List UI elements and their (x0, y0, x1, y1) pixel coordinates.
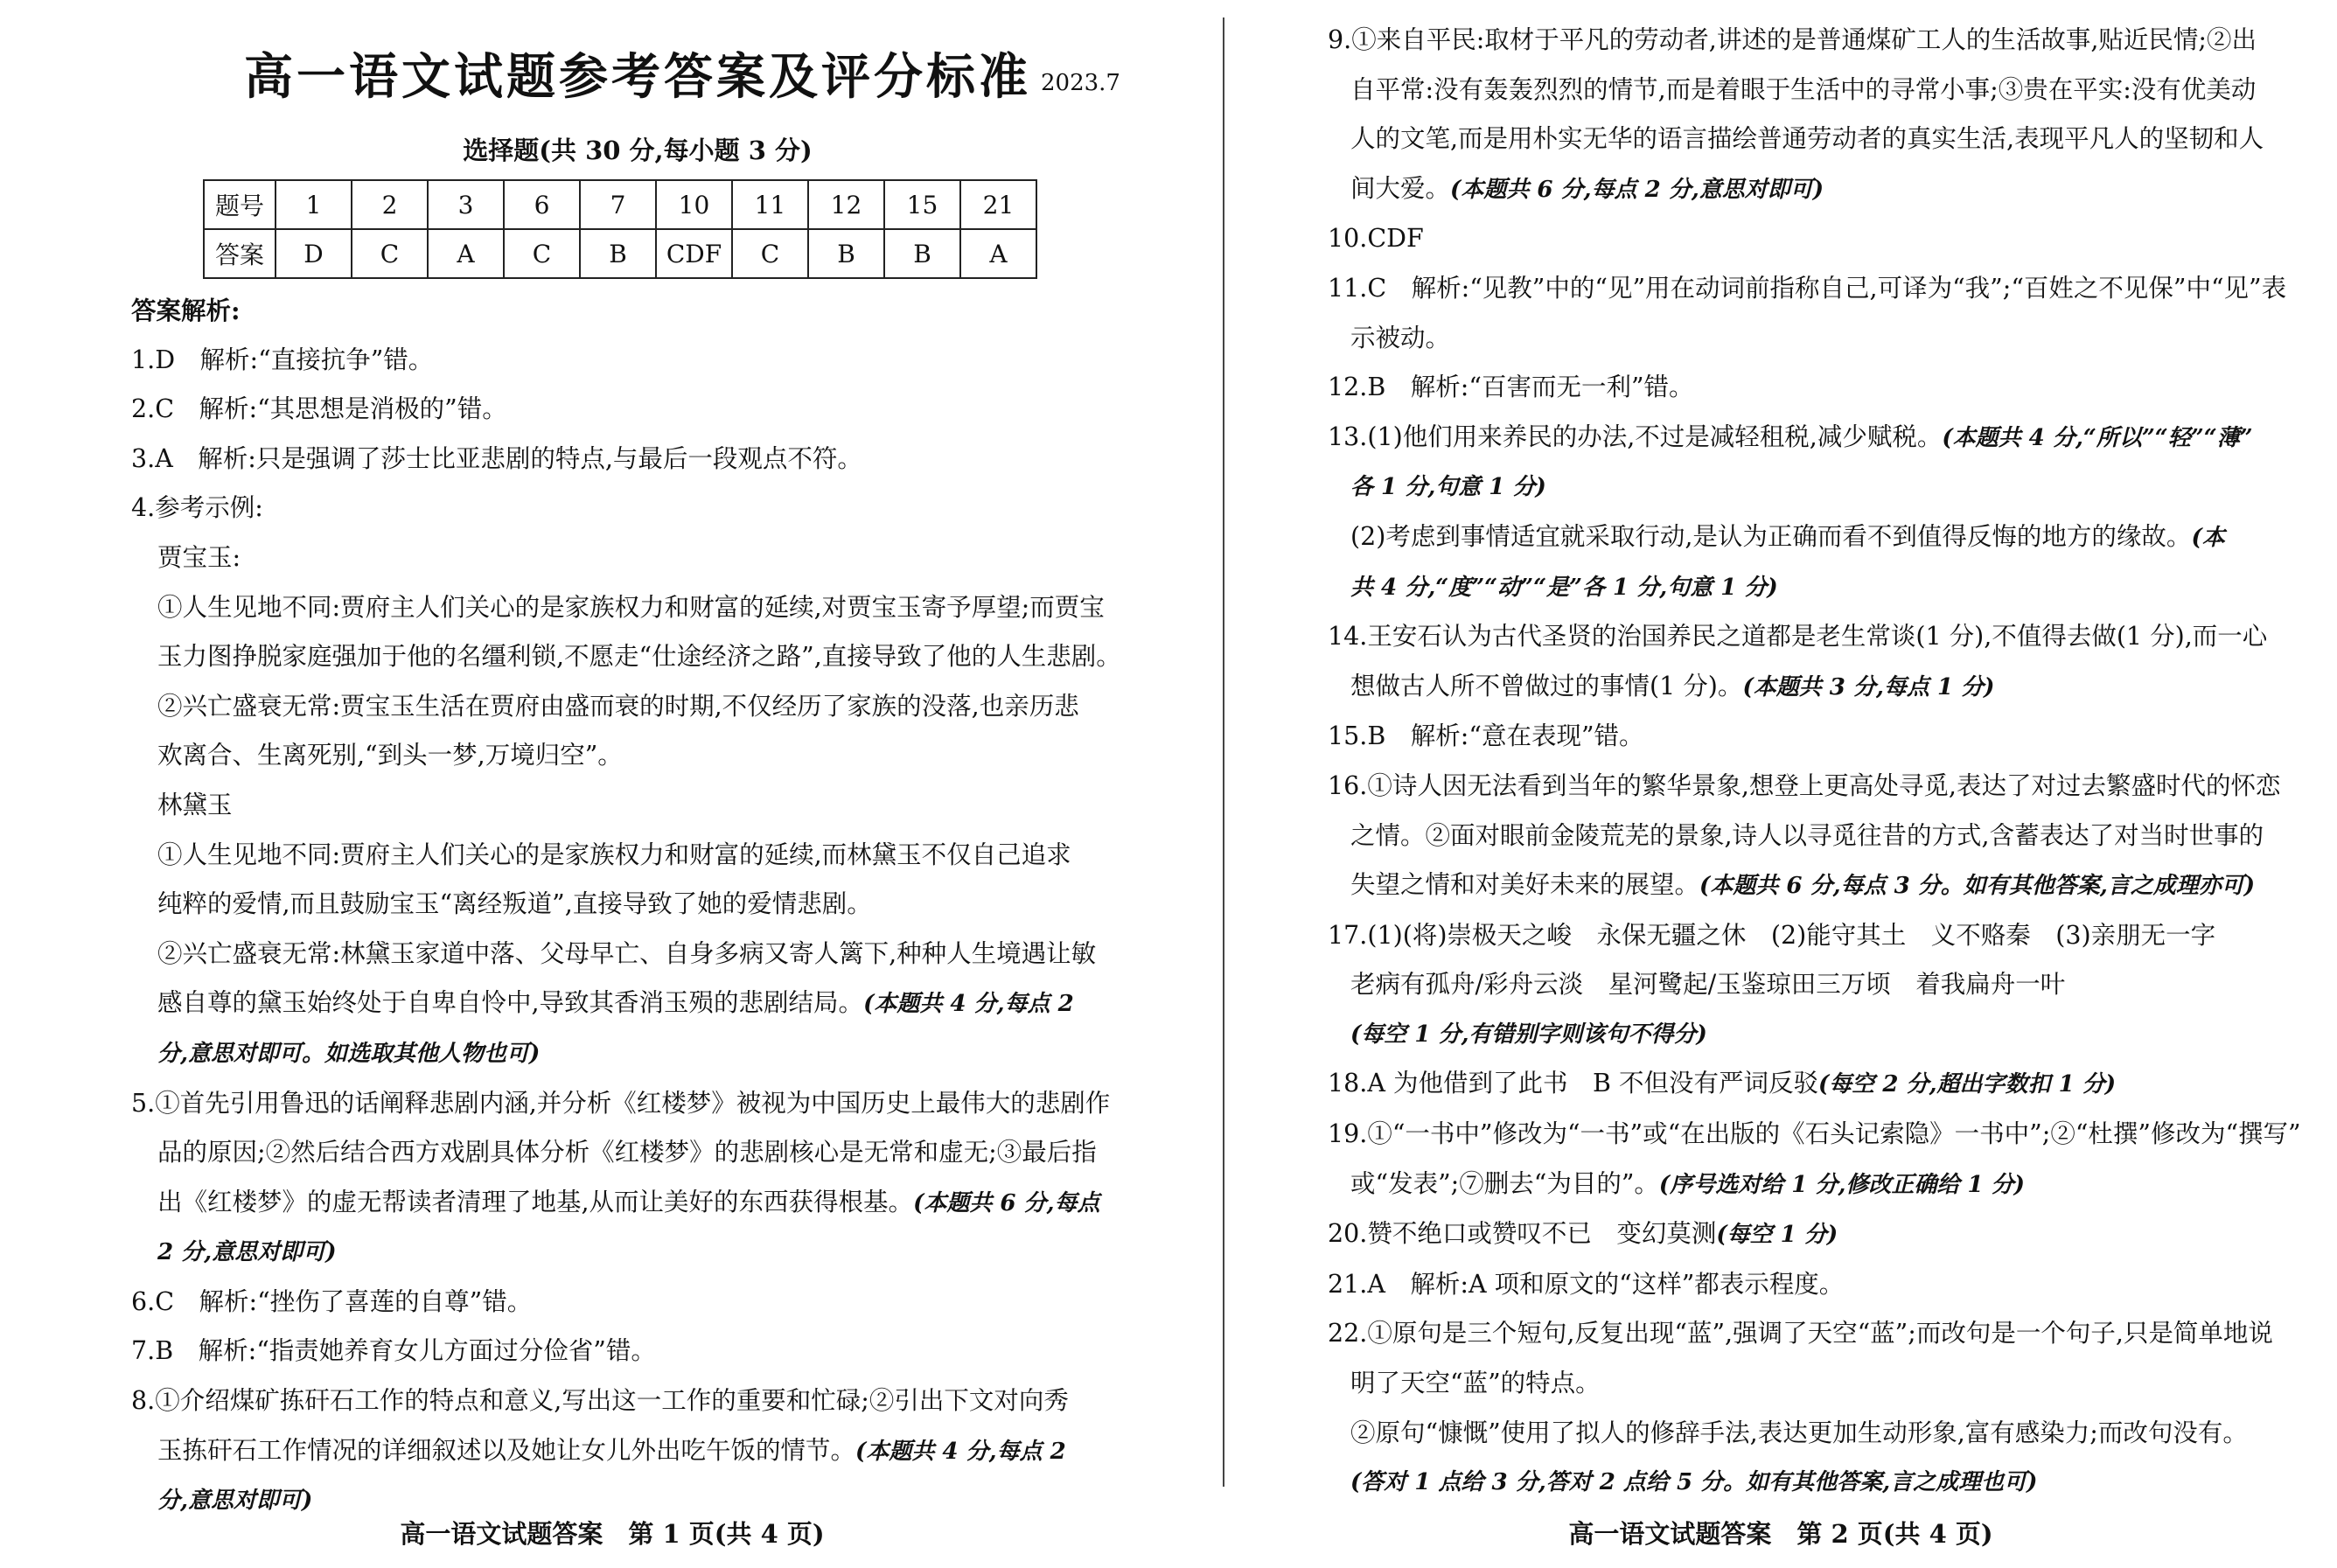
text-line: 15.B 解析:“意在表现”错。 (1328, 721, 1644, 751)
score-note: 2 分,意思对即可) (157, 1239, 337, 1266)
table-row (204, 180, 1036, 229)
text-line: 4.参考示例: (131, 493, 263, 523)
table-cell: CDF (656, 229, 732, 278)
text-line: 13.(1)他们用来养民的办法,不过是减轻租税,减少赋税。(本题共 4 分,“所以”“轻”“薄” (1328, 422, 2253, 451)
page-title: 高一语文试题参考答案及评分标准 (244, 48, 1031, 106)
table-cell: 2 (352, 180, 428, 229)
text-line: 自平常:没有轰轰烈烈的情节,而是着眼于生活中的寻常小事;③贵在平实:没有优美动 (1350, 74, 2257, 104)
text-line: ②兴亡盛衰无常:林黛玉家道中落、父母早亡、自身多病又寄人篱下,种种人生境遇让敏 (157, 938, 1097, 968)
score-note: (每空 1 分,有错别字则该句不得分) (1350, 1021, 1707, 1048)
date: 2023.7 (1041, 70, 1120, 96)
text-line: 感自尊的黛玉始终处于自卑自怜中,导致其香消玉殒的悲剧结局。(本题共 4 分,每点 2 (157, 988, 1074, 1018)
table-cell: A (428, 229, 504, 278)
text-line: 纯粹的爱情,而且鼓励宝玉“离经叛道”,直接导致了她的爱情悲剧。 (157, 889, 872, 919)
score-note: 分,意思对即可) (157, 1488, 313, 1515)
page-1-footer: 高一语文试题答案 第 1 页(共 4 页) (400, 1519, 825, 1549)
table-cell: 10 (656, 180, 732, 229)
text-line: 玉力图挣脱家庭强加于他的名缰利锁,不愿走“仕途经济之路”,直接导致了他的人生悲剧。 (157, 642, 1121, 672)
text-line: 11.C 解析:“见教”中的“见”用在动词前指称自己,可译为“我”;“百姓之不见保”中“见”表 (1328, 273, 2287, 303)
table-cell: C (504, 229, 580, 278)
text-line: 示被动。 (1350, 323, 1451, 352)
table-cell: D (276, 229, 352, 278)
table-cell: 11 (732, 180, 808, 229)
score-note: (本题共 4 分,“所以”“轻”“薄” (1942, 424, 2253, 451)
page-2-footer: 高一语文试题答案 第 2 页(共 4 页) (1568, 1519, 1993, 1549)
score-note: (序号选对给 1 分,修改正确给 1 分) (1658, 1171, 2025, 1198)
score-note: (本题共 6 分,每点 2 分,意思对即可) (1450, 176, 1824, 203)
score-note: 分,意思对即可。如选取其他人物也可) (157, 1040, 541, 1067)
text-line: 1.D 解析:“直接抗争”错。 (131, 345, 434, 374)
text-line: 老病有孤舟/彩舟云淡 星河鹭起/玉鉴琼田三万顷 着我扁舟一叶 (1350, 970, 2066, 1000)
text-line: ②兴亡盛衰无常:贾宝玉生活在贾府由盛而衰的时期,不仅经历了家族的没落,也亲历悲 (157, 691, 1079, 721)
table-cell: 3 (428, 180, 504, 229)
section-title: 选择题(共 30 分,每小题 3 分) (463, 136, 813, 165)
text-line: 17.(1)(将)崇极天之峻 永保无疆之休 (2)能守其土 义不赂秦 (3)亲朋无一字 (1328, 920, 2216, 950)
table-cell: 7 (580, 180, 656, 229)
text-line: 明了天空“蓝”的特点。 (1350, 1369, 1601, 1398)
row-header: 题号 (204, 180, 276, 229)
text-line: ②原句“慷慨”使用了拟人的修辞手法,表达更加生动形象,富有感染力;而改句没有。 (1350, 1418, 2248, 1447)
text-line: 22.①原句是三个短句,反复出现“蓝”,强调了天空“蓝”;而改句是一个句子,只是简单地说 (1328, 1319, 2273, 1348)
table-cell: 21 (960, 180, 1036, 229)
table-cell: 15 (884, 180, 960, 229)
score-note: (本 (2191, 524, 2225, 551)
text-line: 2.C 解析:“其思想是消极的”错。 (131, 394, 507, 424)
text-line: 16.①诗人因无法看到当年的繁华景象,想登上更高处寻觅,表达了对过去繁盛时代的怀恋 (1328, 770, 2281, 800)
table-cell: C (732, 229, 808, 278)
text-line: 3.A 解析:只是强调了莎士比亚悲剧的特点,与最后一段观点不符。 (131, 443, 862, 473)
score-note: 共 4 分,“度”“动”“是”各 1 分,句意 1 分) (1350, 574, 1778, 601)
text-line: 8.①介绍煤矿拣矸石工作的特点和意义,写出这一工作的重要和忙碌;②引出下文对向秀 (131, 1386, 1069, 1416)
text-line: 间大爱。(本题共 6 分,每点 2 分,意思对即可) (1350, 173, 1824, 203)
text-line: 失望之情和对美好未来的展望。(本题共 6 分,每点 3 分。如有其他答案,言之成理亦可) (1350, 870, 2256, 900)
text-line: 出《红楼梦》的虚无帮读者清理了地基,从而让美好的东西获得根基。(本题共 6 分,每点 (157, 1187, 1100, 1216)
score-note: (本题共 4 分,每点 2 (863, 991, 1074, 1018)
score-note: (本题共 6 分,每点 3 分。如有其他答案,言之成理亦可) (1699, 873, 2256, 900)
table-cell: B (884, 229, 960, 278)
table-row (204, 229, 1036, 278)
text-line: 20.赞不绝口或赞叹不已 变幻莫测(每空 1 分) (1328, 1219, 1838, 1249)
score-note: (本题共 3 分,每点 1 分) (1742, 673, 1995, 700)
score-note: (每空 1 分) (1716, 1222, 1838, 1249)
answer-table (203, 179, 1037, 279)
text-line: 林黛玉 (157, 790, 233, 819)
header (131, 35, 1144, 119)
text-line: 之情。②面对眼前金陵荒芜的景象,诗人以寻觅往昔的方式,含蓄表达了对当时世事的 (1350, 820, 2264, 850)
text-line: 14.王安石认为古代圣贤的治国养民之道都是老生常谈(1 分),不值得去做(1 分),而一心 (1328, 622, 2268, 652)
page-2 (1224, 0, 2337, 1568)
text-line: 12.B 解析:“百害而无一利”错。 (1328, 373, 1694, 402)
text-line: 品的原因;②然后结合西方戏剧具体分析《红楼梦》的悲剧核心是无常和虚无;③最后指 (157, 1138, 1097, 1167)
text-line: 或“发表”;⑦删去“为目的”。(序号选对给 1 分,修改正确给 1 分) (1350, 1168, 2025, 1198)
text-line: ①人生见地不同:贾府主人们关心的是家族权力和财富的延续,对贾宝玉寄予厚望;而贾宝 (157, 592, 1105, 622)
text-line: 5.①首先引用鲁迅的话阐释悲剧内涵,并分析《红楼梦》被视为中国历史上最伟大的悲剧作 (131, 1088, 1111, 1118)
text-line: 9.①来自平民:取材于平凡的劳动者,讲述的是普通煤矿工人的生活故事,贴近民情;②出 (1328, 25, 2257, 54)
text-line: 6.C 解析:“挫伤了喜莲的自尊”错。 (131, 1286, 533, 1316)
text-line: 10.CDF (1328, 224, 1424, 254)
text-line: 人的文笔,而是用朴实无华的语言描绘普通劳动者的真实生活,表现平凡人的坚韧和人 (1350, 124, 2264, 154)
text-line: 答案解析: (131, 296, 241, 325)
text-line: 欢离合、生离死别,“到头一梦,万境归空”。 (157, 741, 623, 770)
table-cell: 12 (808, 180, 884, 229)
text-line: 玉拣矸石工作情况的详细叙述以及她让女儿外出吃午饭的情节。(本题共 4 分,每点 2 (157, 1435, 1066, 1465)
score-note: (本题共 6 分,每点 (913, 1189, 1100, 1216)
table-cell: B (808, 229, 884, 278)
text-line: (2)考虑到事情适宜就采取行动,是认为正确而看不到值得反悔的地方的缘故。(本 (1350, 521, 2225, 551)
text-line: 贾宝玉: (157, 542, 241, 572)
text-line: 21.A 解析:A 项和原文的“这样”都表示程度。 (1328, 1269, 1845, 1299)
table-cell: B (580, 229, 656, 278)
score-note: (本题共 4 分,每点 2 (855, 1438, 1066, 1465)
text-line: 19.①“一书中”修改为“一书”或“在出版的《石头记索隐》一书中”;②“杜撰”修改为“撰写” (1328, 1119, 2301, 1149)
table-cell: A (960, 229, 1036, 278)
score-note: (每空 2 分,超出字数扣 1 分) (1817, 1071, 2117, 1098)
table-cell: 1 (276, 180, 352, 229)
text-line: ①人生见地不同:贾府主人们关心的是家族权力和财富的延续,而林黛玉不仅自己追求 (157, 840, 1071, 869)
row-header: 答案 (204, 229, 276, 278)
score-note: 各 1 分,句意 1 分) (1350, 474, 1546, 501)
answer-explanations (131, 286, 1144, 1526)
score-note: (答对 1 点给 3 分,答对 2 点给 5 分。如有其他答案,言之成理也可) (1350, 1469, 2038, 1496)
text-line: 7.B 解析:“指责她养育女儿方面过分俭省”错。 (131, 1336, 656, 1366)
text-line: 18.A 为他借到了此书 B 不但没有严词反驳(每空 2 分,超出字数扣 1 分) (1328, 1069, 2117, 1098)
table-cell: 6 (504, 180, 580, 229)
text-line: 想做古人所不曾做过的事情(1 分)。(本题共 3 分,每点 1 分) (1350, 671, 1995, 700)
table-cell: C (352, 229, 428, 278)
